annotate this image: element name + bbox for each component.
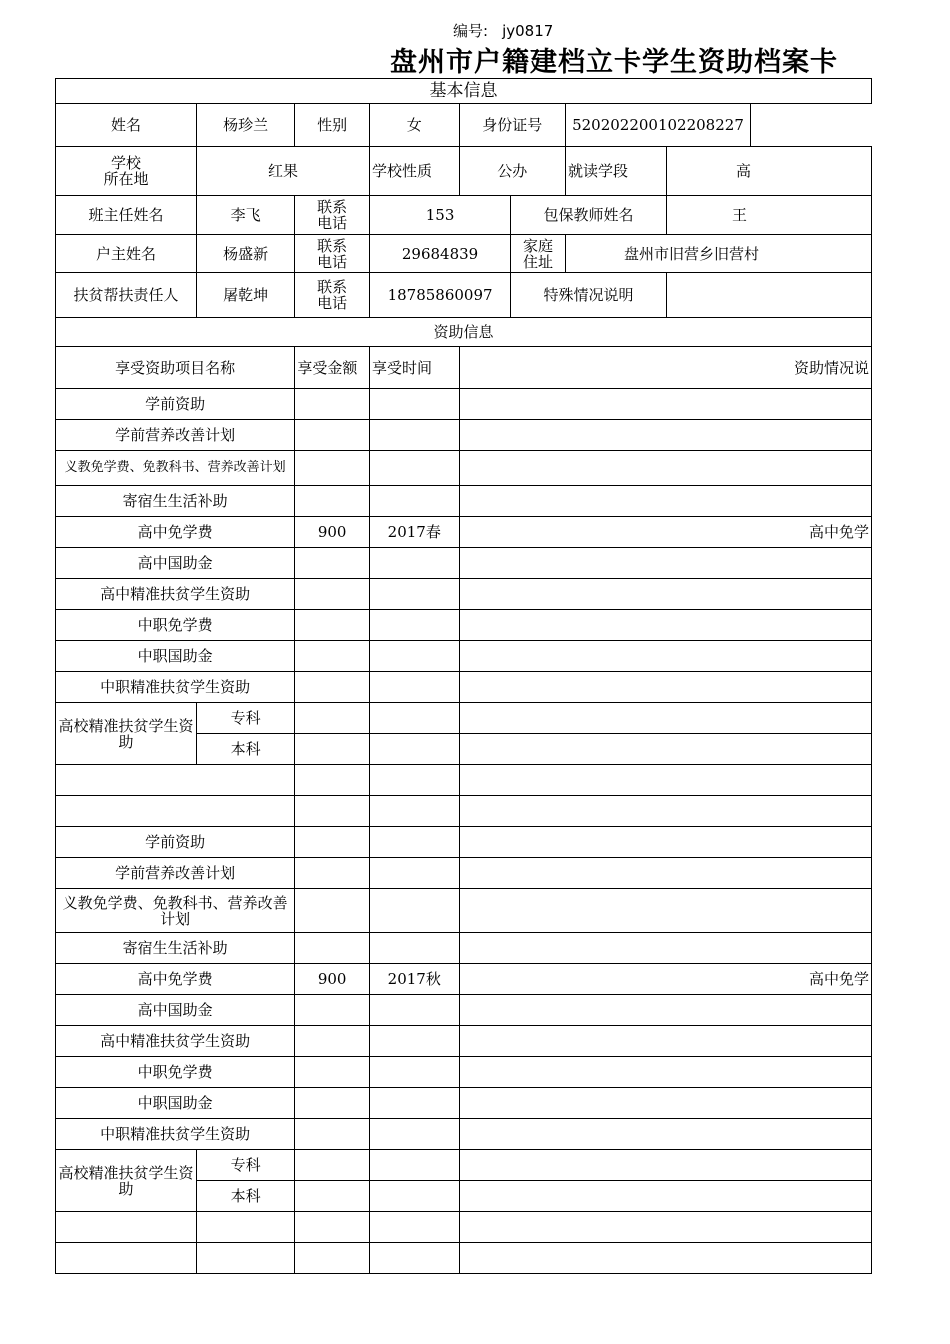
aid-section-title: 资助信息: [56, 318, 872, 347]
aid-row: [56, 517, 872, 548]
blank-cell: [295, 1212, 370, 1243]
aid-amount: [295, 420, 370, 451]
aid-description: [459, 579, 871, 610]
guard-teacher-label: 包保教师姓名: [511, 196, 667, 235]
aid-time: [370, 703, 460, 734]
aid-item-name: 中职国助金: [56, 1088, 295, 1119]
aid-time: [370, 1057, 460, 1088]
guard-teacher-value: 王: [666, 196, 871, 235]
aid-description: [459, 1181, 871, 1212]
aid-time: [370, 827, 460, 858]
aid-item-name: 学前资助: [56, 827, 295, 858]
aid-description: [459, 1026, 871, 1057]
aid-description: [459, 610, 871, 641]
gender-value: 女: [370, 104, 460, 147]
gender-label: 性别: [295, 104, 370, 147]
teacher-phone-value: 153: [370, 196, 511, 235]
blank-cell: [459, 1212, 871, 1243]
aid-description: [459, 548, 871, 579]
aid-description: [459, 827, 871, 858]
aid-time: [370, 1150, 460, 1181]
blank-cell: [459, 765, 871, 796]
aid-amount: 900: [295, 964, 370, 995]
aid-row: [56, 641, 872, 672]
aid-description: [459, 451, 871, 486]
school-location-label: 学校 所在地: [56, 147, 197, 196]
aid-item-name: 中职免学费: [56, 610, 295, 641]
aid-row: [56, 1119, 872, 1150]
aid-item-name: 高中国助金: [56, 995, 295, 1026]
aid-time: [370, 933, 460, 964]
aid-time: [370, 889, 460, 933]
aid-amount: [295, 734, 370, 765]
serial-label: 编号:: [453, 22, 489, 40]
aid-item-name: 高中国助金: [56, 548, 295, 579]
householder-value: 杨盛新: [196, 235, 294, 273]
special-label: 特殊情况说明: [511, 273, 667, 318]
aid-time: [370, 579, 460, 610]
aid-amount: [295, 1181, 370, 1212]
aid-row: [56, 858, 872, 889]
aid-amount: [295, 1088, 370, 1119]
page-title: 盘州市户籍建档立卡学生资助档案卡: [390, 47, 838, 78]
aid-description: [459, 1057, 871, 1088]
blank-cell: [56, 796, 295, 827]
blank-cell: [370, 796, 460, 827]
aid-description: [459, 1088, 871, 1119]
aid-description: 高中免学: [459, 517, 871, 548]
aid-col-item: 享受资助项目名称: [56, 347, 295, 389]
basic-section-title: 基本信息: [56, 79, 872, 104]
blank-cell: [295, 1243, 370, 1274]
aid-row: [56, 1088, 872, 1119]
aid-col-time: 享受时间: [370, 347, 460, 389]
aid-description: [459, 734, 871, 765]
aid-time: [370, 486, 460, 517]
aid-description: [459, 1119, 871, 1150]
aid-row: [56, 579, 872, 610]
aid-amount: [295, 389, 370, 420]
aid-time: 2017春: [370, 517, 460, 548]
aid-time: [370, 641, 460, 672]
blank-cell: [56, 1212, 197, 1243]
aid-time: [370, 420, 460, 451]
aid-time: [370, 451, 460, 486]
aid-time: [370, 672, 460, 703]
blank-cell: [295, 796, 370, 827]
aid-amount: 900: [295, 517, 370, 548]
id-value: 520202200102208227: [565, 104, 750, 147]
college-sub-undergrad: 本科: [196, 1181, 294, 1212]
aid-time: [370, 1119, 460, 1150]
aid-item-name: 中职免学费: [56, 1057, 295, 1088]
aid-row: [56, 672, 872, 703]
blank-cell: [370, 765, 460, 796]
aid-item-name: 寄宿生生活补助: [56, 486, 295, 517]
blank-row: [56, 1243, 872, 1274]
householder-phone-label: 联系 电话: [295, 235, 370, 273]
address-value: 盘州市旧营乡旧营村: [565, 235, 871, 273]
teacher-label: 班主任姓名: [56, 196, 197, 235]
aid-time: [370, 610, 460, 641]
aid-item-name: 中职精准扶贫学生资助: [56, 672, 295, 703]
aid-row: [56, 933, 872, 964]
teacher-value: 李飞: [196, 196, 294, 235]
aid-description: [459, 933, 871, 964]
name-value: 杨珍兰: [196, 104, 294, 147]
aid-time: 2017秋: [370, 964, 460, 995]
aid-time: [370, 858, 460, 889]
aid-amount: [295, 672, 370, 703]
aid-amount: [295, 610, 370, 641]
aid-item-name: 高中免学费: [56, 517, 295, 548]
aid-row: [56, 889, 872, 933]
aid-description: [459, 486, 871, 517]
aid-time: [370, 1088, 460, 1119]
aid-col-desc: 资助情况说: [459, 347, 871, 389]
teacher-phone-label: 联系 电话: [295, 196, 370, 235]
aid-description: [459, 995, 871, 1026]
blank-row: [56, 796, 872, 827]
aid-item-name: 中职精准扶贫学生资助: [56, 1119, 295, 1150]
college-sub-junior: 专科: [196, 703, 294, 734]
aid-item-name: 学前资助: [56, 389, 295, 420]
archive-table: [55, 78, 872, 1274]
aid-row: [56, 389, 872, 420]
aid-description: [459, 420, 871, 451]
aid-row: [56, 1057, 872, 1088]
school-location-value: 红果: [196, 147, 369, 196]
blank-cell: [56, 1243, 197, 1274]
poverty-phone-value: 18785860097: [370, 273, 511, 318]
aid-amount: [295, 548, 370, 579]
aid-item-name: 义教免学费、免教科书、营养改善计划: [56, 451, 295, 486]
aid-description: [459, 641, 871, 672]
college-sub-undergrad: 本科: [196, 734, 294, 765]
aid-time: [370, 1181, 460, 1212]
id-extra: [750, 104, 871, 147]
blank-row: [56, 1212, 872, 1243]
aid-amount: [295, 579, 370, 610]
college-aid-label: 高校精准扶贫学生资助: [56, 1150, 197, 1212]
aid-item-name: 学前营养改善计划: [56, 858, 295, 889]
aid-item-name: 中职国助金: [56, 641, 295, 672]
blank-cell: [56, 765, 295, 796]
special-value: [666, 273, 871, 318]
aid-item-name: 学前营养改善计划: [56, 420, 295, 451]
aid-description: [459, 858, 871, 889]
aid-amount: [295, 641, 370, 672]
blank-cell: [295, 765, 370, 796]
aid-row: [56, 548, 872, 579]
aid-row-college: [56, 703, 872, 734]
poverty-person-value: 屠乾坤: [196, 273, 294, 318]
poverty-phone-label: 联系 电话: [295, 273, 370, 318]
aid-description: 高中免学: [459, 964, 871, 995]
college-aid-label: 高校精准扶贫学生资助: [56, 703, 197, 765]
aid-amount: [295, 1026, 370, 1057]
blank-cell: [370, 1243, 460, 1274]
blank-cell: [370, 1212, 460, 1243]
blank-cell: [196, 1243, 294, 1274]
id-label: 身份证号: [459, 104, 565, 147]
aid-row: [56, 486, 872, 517]
aid-amount: [295, 451, 370, 486]
school-type-value: 公办: [459, 147, 565, 196]
college-sub-junior: 专科: [196, 1150, 294, 1181]
blank-cell: [196, 1212, 294, 1243]
aid-amount: [295, 1150, 370, 1181]
aid-amount: [295, 858, 370, 889]
serial-value: jy0817: [502, 22, 554, 40]
aid-description: [459, 703, 871, 734]
aid-description: [459, 389, 871, 420]
aid-row: [56, 610, 872, 641]
aid-row: [56, 451, 872, 486]
aid-amount: [295, 1119, 370, 1150]
blank-row: [56, 765, 872, 796]
blank-cell: [459, 796, 871, 827]
aid-amount: [295, 486, 370, 517]
aid-amount: [295, 1057, 370, 1088]
aid-row: [56, 827, 872, 858]
aid-time: [370, 995, 460, 1026]
householder-phone-value: 29684839: [370, 235, 511, 273]
aid-row: [56, 420, 872, 451]
aid-time: [370, 389, 460, 420]
aid-row: [56, 964, 872, 995]
aid-item-name: 寄宿生生活补助: [56, 933, 295, 964]
aid-description: [459, 1150, 871, 1181]
aid-item-name: 高中精准扶贫学生资助: [56, 579, 295, 610]
householder-label: 户主姓名: [56, 235, 197, 273]
aid-item-name: 高中精准扶贫学生资助: [56, 1026, 295, 1057]
aid-row: [56, 995, 872, 1026]
aid-row: [56, 1026, 872, 1057]
aid-time: [370, 1026, 460, 1057]
aid-item-name: 高中免学费: [56, 964, 295, 995]
school-type-label: 学校性质: [370, 147, 460, 196]
name-label: 姓名: [56, 104, 197, 147]
address-label: 家庭 住址: [511, 235, 566, 273]
stage-value: 高: [666, 147, 871, 196]
aid-col-amount: 享受金额: [295, 347, 370, 389]
aid-amount: [295, 827, 370, 858]
blank-cell: [459, 1243, 871, 1274]
aid-description: [459, 672, 871, 703]
aid-item-name: 义教免学费、免教科书、营养改善计划: [56, 889, 295, 933]
stage-label: 就读学段: [565, 147, 666, 196]
aid-time: [370, 548, 460, 579]
aid-row-college: [56, 1150, 872, 1181]
aid-amount: [295, 703, 370, 734]
aid-amount: [295, 889, 370, 933]
aid-description: [459, 889, 871, 933]
poverty-person-label: 扶贫帮扶责任人: [56, 273, 197, 318]
aid-time: [370, 734, 460, 765]
aid-amount: [295, 933, 370, 964]
aid-amount: [295, 995, 370, 1026]
